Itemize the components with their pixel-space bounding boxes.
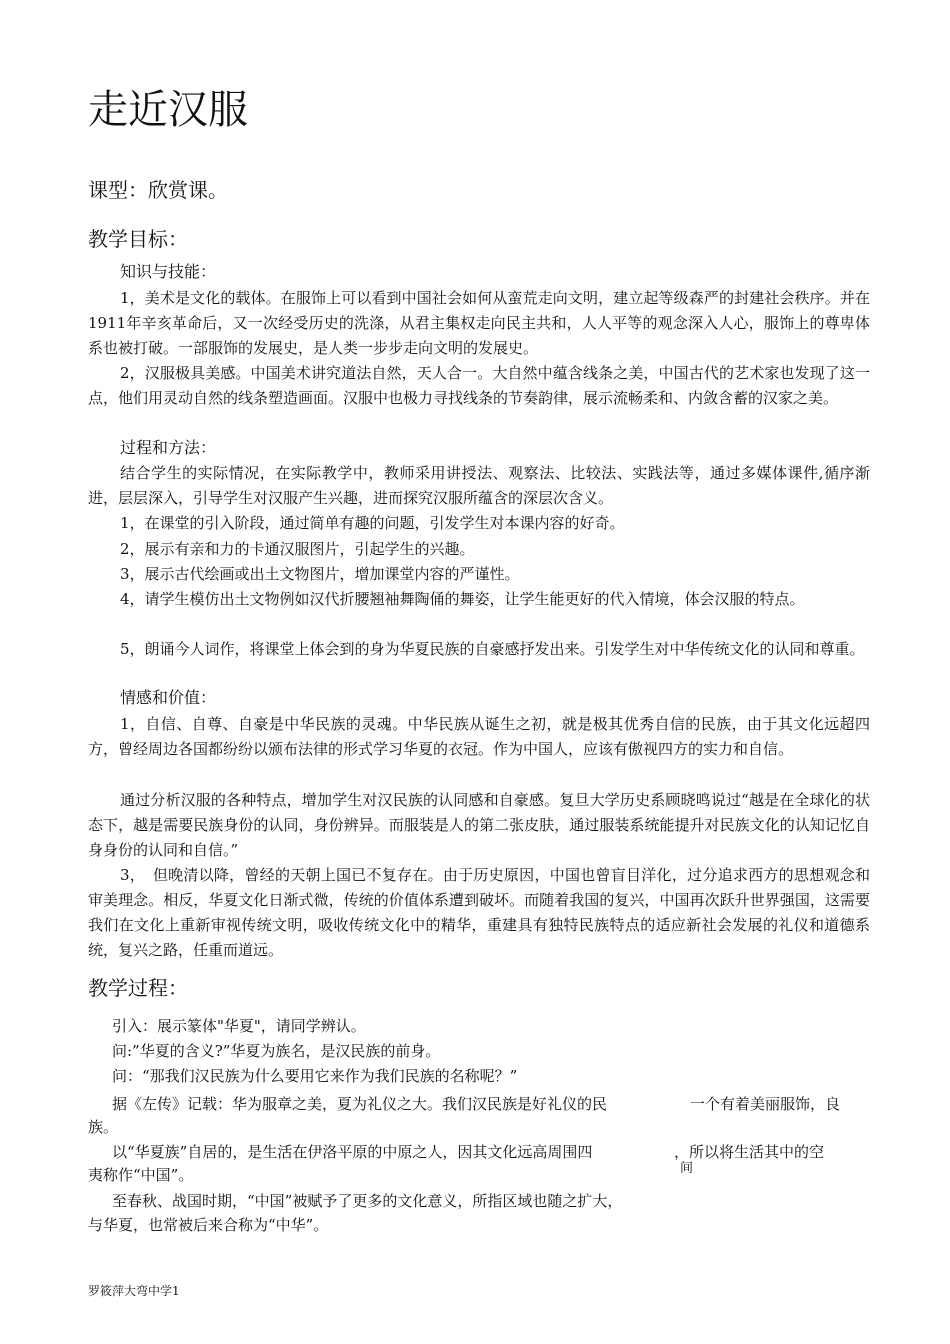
teaching-line-5a: 以“华夏族”自居的，是生活在伊洛平原的中原之人，因其文化远高周围四 — [112, 1143, 593, 1161]
teaching-line-2: 问:”华夏的含义?”华夏为族名，是汉民族的前身。 — [112, 1042, 441, 1060]
teaching-line-4b: 一个有着美丽服饰，良 — [690, 1095, 841, 1113]
page-footer: 罗筱萍大弯中学1 — [88, 1284, 180, 1298]
process-paragraph-3: 3，展示古代绘画或出土文物图片，增加课堂内容的严谨性。 — [120, 565, 520, 583]
emotion-paragraph-2: 通过分析汉服的各种特点，增加学生对汉民族的认同感和自豪感。复旦大学历史系顾晓鸣说过“越是在全球化的状态下，越是需要民族身份的认同，身份辨异。而服装是人的第二张皮肤，通过服装系统能提升对民族文化的认知记忆自身身份的认同和自信。” — [88, 791, 870, 859]
teaching-heading: 教学过程： — [88, 976, 188, 1000]
teaching-line-4c: 族。 — [88, 1118, 119, 1136]
emotion-paragraph-3: 3， 但晚清以降，曾经的天朝上国已不复存在。由于历史原因，中国也曾盲目洋化，过分追求西方的思想观念和审美理念。相反，华夏文化日渐式微，传统的价值体系遭到破坏。而随着我国的复兴，中国再次跃升世界强国，这需要我们在文化上重新审视传统文明，吸收传统文化中的精华，重建具有独特民族特点的适应新社会发展的礼仪和道德系统，复兴之路，任重而道远。 — [88, 866, 870, 959]
process-paragraph-4: 4，请学生模仿出土文物例如汉代折腰翘袖舞陶俑的舞姿，让学生能更好的代入情境，体会汉服的特点。 — [120, 590, 805, 608]
teaching-line-5d: 夷称作“中国”。 — [88, 1166, 194, 1184]
process-paragraph-2: 2，展示有亲和力的卡通汉服图片，引起学生的兴趣。 — [120, 540, 475, 558]
document-title: 走近汉服 — [88, 87, 248, 133]
process-heading: 过程和方法： — [120, 438, 217, 457]
objectives-heading: 教学目标： — [88, 227, 188, 251]
knowledge-paragraph-2: 2，汉服极具美感。中国美术讲究道法自然，天人合一。大自然中蕴含线条之美，中国古代的艺术家也发现了这一点，他们用灵动自然的线条塑造画面。汉服中也极力寻找线条的节奏韵律，展示流畅柔和、内敛含蓄的汉家之美。 — [88, 364, 870, 407]
process-paragraph-5: 5，朗诵今人词作，将课堂上体会到的身为华夏民族的自豪感抒发出来。引发学生对中华传统文化的认同和尊重。 — [120, 640, 865, 658]
teaching-line-3: 问：“那我们汉民族为什么要用它来作为我们民族的名称呢？” — [112, 1067, 518, 1085]
knowledge-paragraph-1: 1，美术是文化的载体。在服饰上可以看到中国社会如何从蛮荒走向文明，建立起等级森严的封建社会秩序。并在1911年辛亥革命后，又一次经受历史的洗涤，从君主集权走向民主共和，人人平等的观念深入人心，服饰上的尊卑体系也被打破。一部服饰的发展史，是人类一步步走向文明的发展史。 — [88, 289, 870, 357]
emotion-paragraph-1: 1，自信、自尊、自豪是中华民族的灵魂。中华民族从诞生之初，就是极其优秀自信的民族，由于其文化远超四方，曾经周边各国都纷纷以颁布法律的形式学习华夏的衣冠。作为中国人，应该有傲视四方的实力和自信。 — [88, 715, 870, 758]
teaching-line-6a: 至春秋、战国时期，“中国”被赋予了更多的文化意义，所指区域也随之扩大， — [112, 1192, 623, 1210]
teaching-line-5b: ，所以将生活其中的空 — [674, 1143, 825, 1161]
teaching-line-1: 引入：展示篆体"华夏"，请同学辨认。 — [112, 1017, 366, 1035]
process-paragraph-1: 1，在课堂的引入阶段，通过简单有趣的问题，引发学生对本课内容的好奇。 — [120, 514, 625, 532]
teaching-line-5c: 间 — [680, 1161, 694, 1176]
lesson-type: 课型：欣赏课。 — [88, 178, 228, 202]
teaching-line-6b: 与华夏，也常被后来合称为“中华”。 — [88, 1216, 329, 1234]
teaching-line-4a: 据《左传》记载：华为服章之美，夏为礼仪之大。我们汉民族是好礼仪的民 — [112, 1095, 608, 1113]
emotion-heading: 情感和价值： — [120, 688, 217, 707]
knowledge-heading: 知识与技能： — [120, 262, 217, 281]
process-paragraph-0: 结合学生的实际情况，在实际教学中，教师采用讲授法、观察法、比较法、实践法等，通过多媒体课件,循序渐进，层层深入，引导学生对汉服产生兴趣，进而探究汉服所蕴含的深层次含义。 — [88, 464, 870, 507]
